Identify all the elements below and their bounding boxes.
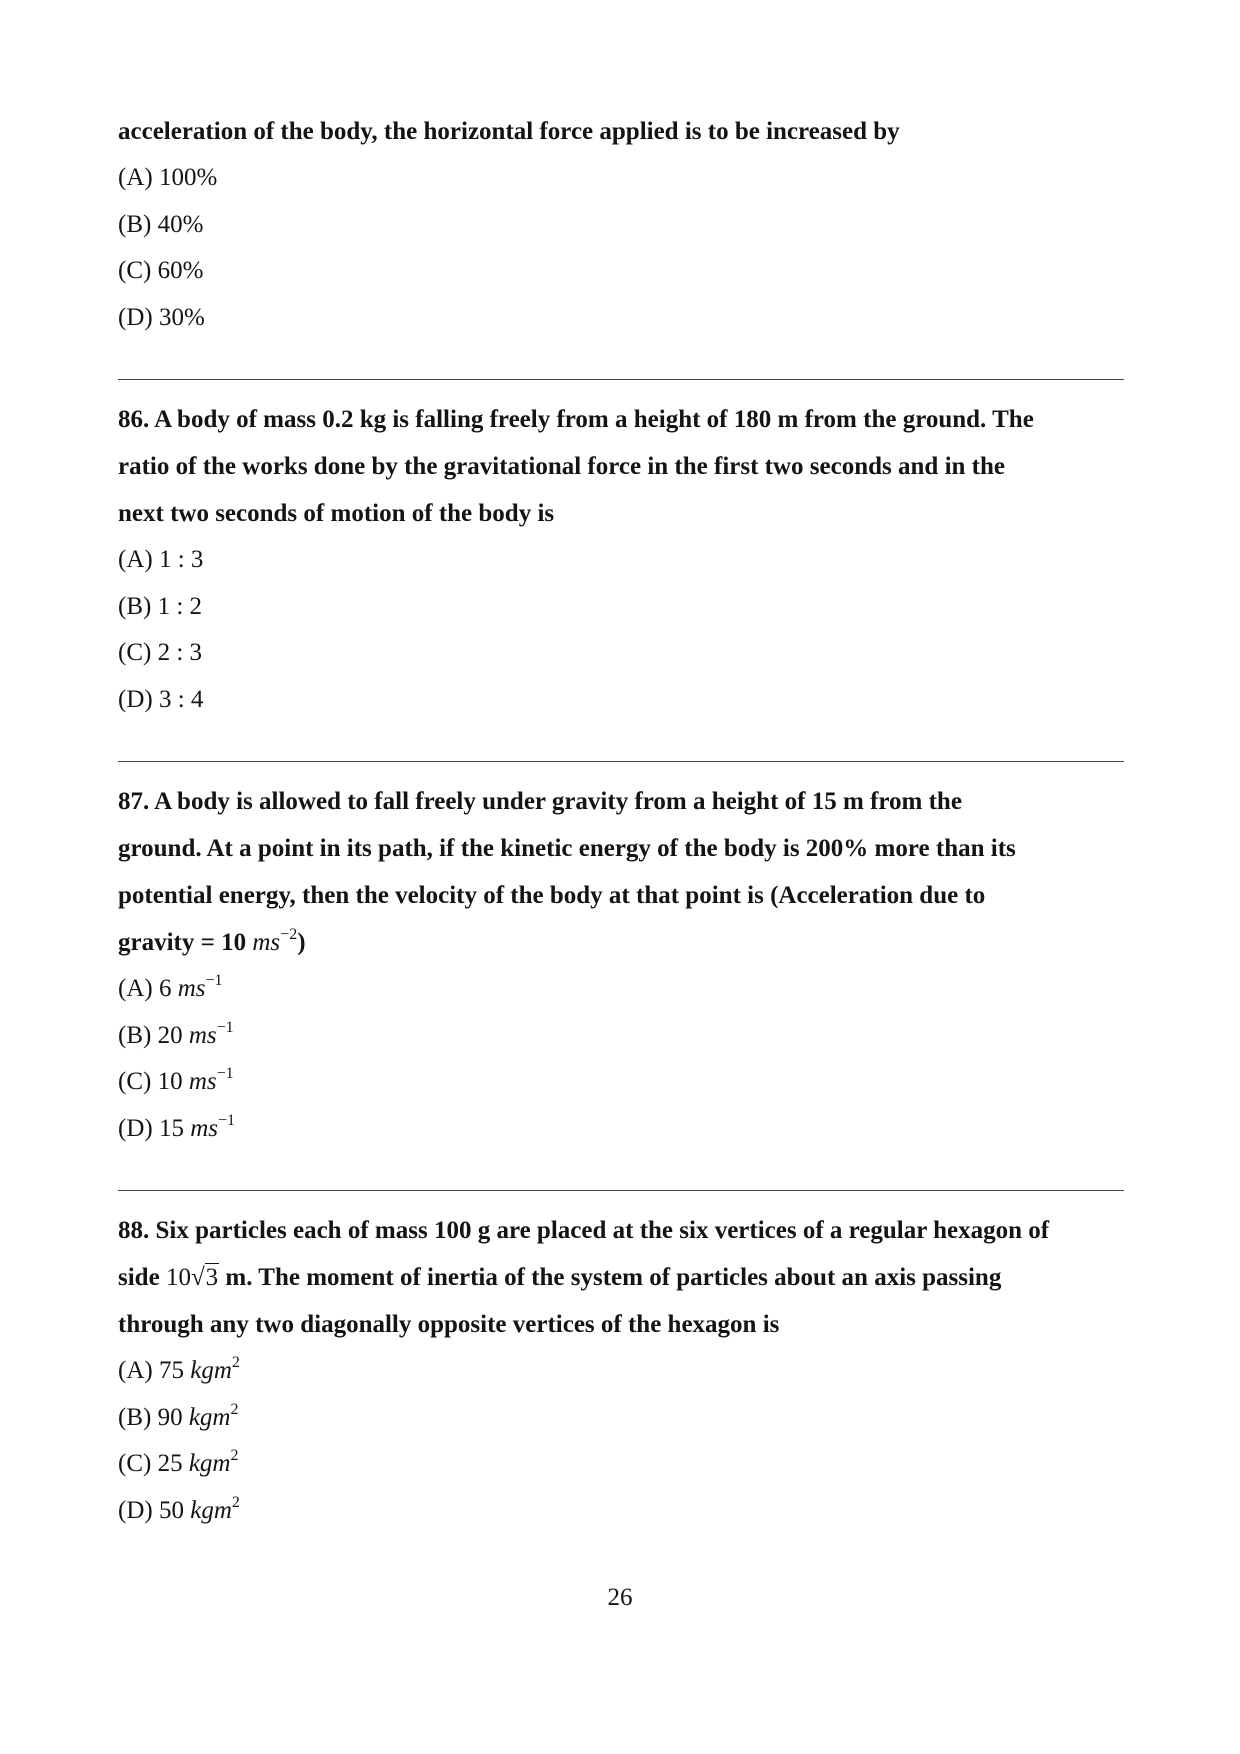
question-86-option-d: (D) 3 : 4: [118, 685, 204, 713]
question-86-option-b: (B) 1 : 2: [118, 592, 203, 620]
gravity-text: gravity = 10: [118, 929, 253, 956]
option-label: (C) 25: [118, 1450, 189, 1477]
side-length-math: [166, 1263, 219, 1291]
option-unit: kgm: [188, 1450, 231, 1477]
unit-text: ms: [252, 929, 281, 956]
question-86-stem-line: ratio of the works done by the gravitational force in the first two seconds and in the: [118, 453, 1005, 480]
option-exponent: 2: [230, 1400, 239, 1418]
option-label: (D) 50: [118, 1496, 191, 1524]
question-88-option-c: [118, 1441, 1124, 1488]
question-85-option-c: (C) 60%: [118, 257, 204, 284]
question-86-stem-line: 86. A body of mass 0.2 kg is falling freely from a height of 180 m from the ground. The: [118, 406, 1034, 433]
option-unit: ms: [188, 1068, 217, 1095]
question-86-option-a: (A) 1 : 3: [118, 546, 204, 573]
option-exponent: −1: [216, 1018, 234, 1036]
option-unit: kgm: [190, 1496, 232, 1524]
question-87-option-c: [118, 1059, 1124, 1106]
option-label: (A) 75: [118, 1357, 191, 1384]
question-87-option-a: [118, 966, 1124, 1013]
question-87: [118, 778, 1124, 1152]
question-87-option-d: [118, 1106, 1124, 1153]
option-exponent: 2: [230, 1447, 239, 1464]
option-label: (B) 20: [118, 1021, 189, 1049]
side-coefficient: 10: [165, 1264, 191, 1291]
option-exponent: −1: [218, 1111, 236, 1129]
question-88: [118, 1207, 1124, 1534]
question-85: [118, 108, 1124, 341]
option-exponent: −1: [205, 972, 223, 989]
side-text: side: [118, 1264, 166, 1291]
question-88-stem-line: through any two diagonally opposite vertices of the hexagon is: [118, 1311, 780, 1338]
gravity-unit: [252, 926, 298, 956]
option-unit: kgm: [190, 1357, 232, 1384]
option-label: (D) 15: [118, 1114, 191, 1142]
stem-continuation: m. The moment of inertia of the system of particles about an axis passing: [219, 1264, 1002, 1291]
question-85-option-b: (B) 40%: [118, 210, 204, 238]
option-label: (A) 6: [118, 975, 178, 1002]
question-86: [118, 396, 1124, 723]
question-87-stem-line: potential energy, then the velocity of the body at that point is (Acceleration due to: [118, 882, 986, 909]
option-label: (B) 90: [118, 1403, 189, 1431]
question-87-stem-line: [118, 919, 1124, 966]
question-85-option-a: (A) 100%: [118, 164, 218, 191]
question-87-stem-line: ground. At a point in its path, if the kinetic energy of the body is 200% more than its: [118, 835, 1016, 862]
sqrt-symbol: √: [190, 1264, 205, 1291]
question-85-option-d: (D) 30%: [118, 303, 205, 331]
option-unit: kgm: [188, 1403, 231, 1431]
question-87-stem-line: 87. A body is allowed to fall freely under gravity from a height of 15 m from the: [118, 788, 962, 815]
question-87-option-b: [118, 1013, 1124, 1060]
question-86-stem-line: next two seconds of motion of the body is: [118, 500, 555, 527]
closing-paren: ): [297, 929, 306, 956]
question-88-option-a: [118, 1348, 1124, 1395]
option-exponent: −1: [216, 1065, 234, 1082]
page-content: [118, 108, 1124, 1534]
option-exponent: 2: [231, 1493, 240, 1511]
option-unit: ms: [188, 1021, 217, 1049]
question-85-stem: acceleration of the body, the horizontal force applied is to be increased by: [118, 118, 900, 145]
option-label: (C) 10: [118, 1068, 189, 1095]
question-88-option-d: [118, 1488, 1124, 1535]
question-88-stem-line: [118, 1254, 1124, 1301]
option-unit: ms: [177, 975, 206, 1002]
option-unit: ms: [190, 1114, 219, 1142]
question-88-option-b: [118, 1395, 1124, 1442]
option-exponent: 2: [231, 1354, 240, 1371]
page-number: 26: [607, 1584, 633, 1611]
question-86-option-c: (C) 2 : 3: [118, 639, 203, 666]
unit-exponent: −2: [280, 926, 298, 943]
question-88-stem-line: 88. Six particles each of mass 100 g are placed at the six vertices of a regular hexagon of: [118, 1217, 1050, 1244]
radicand: 3: [205, 1264, 219, 1291]
